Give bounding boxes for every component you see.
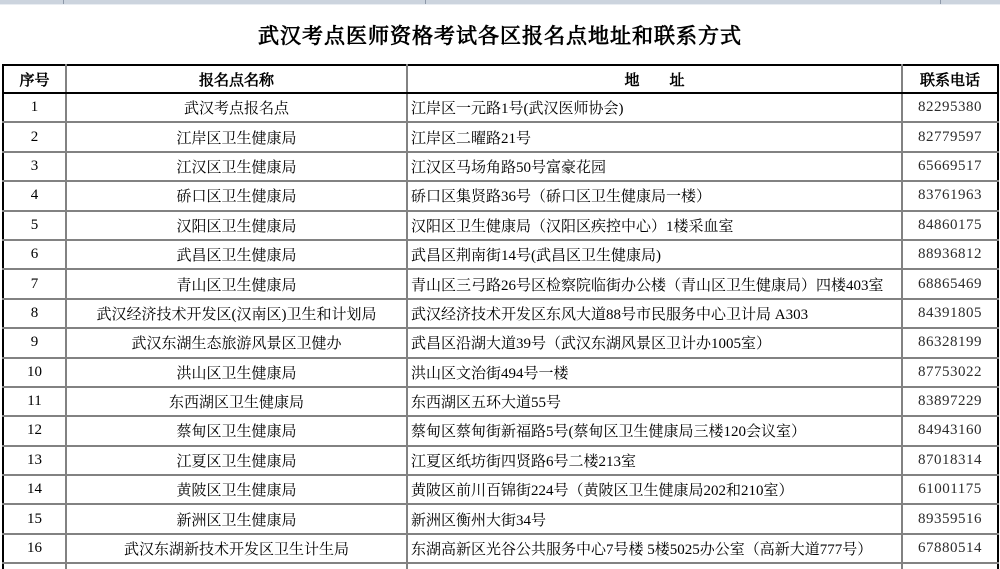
site-address: 汉阳区卫生健康局（汉阳区疾控中心）1楼采血室 <box>407 211 902 240</box>
table-row <box>3 211 998 240</box>
table-row <box>3 181 998 210</box>
row-number: 2 <box>3 122 66 151</box>
table-row <box>3 269 998 298</box>
site-phone: 82295380 <box>902 93 998 122</box>
site-phone: 84391805 <box>902 299 998 328</box>
row-number: 14 <box>3 475 66 504</box>
site-phone: 84860175 <box>902 211 998 240</box>
row-number: 3 <box>3 152 66 181</box>
row-number: 16 <box>3 534 66 563</box>
site-phone: 83897229 <box>902 387 998 416</box>
row-number: 9 <box>3 328 66 357</box>
site-phone: 88936812 <box>902 240 998 269</box>
site-name: 武汉经济技术开发区(汉南区)卫生和计划局 <box>66 299 407 328</box>
site-address: 武昌区沿湖大道39号（武汉东湖风景区卫计办1005室） <box>407 328 902 357</box>
site-name: 蔡甸区卫生健康局 <box>66 416 407 445</box>
site-phone: 87018314 <box>902 446 998 475</box>
table-row <box>3 122 998 151</box>
site-phone: 68865469 <box>902 269 998 298</box>
site-name: 江夏区卫生健康局 <box>66 446 407 475</box>
table-footer-filler <box>3 563 998 569</box>
col-header-address: 地 址 <box>407 65 902 93</box>
empty-cell <box>66 563 407 569</box>
table-row <box>3 416 998 445</box>
row-number: 4 <box>3 181 66 210</box>
site-phone: 67880514 <box>902 534 998 563</box>
row-number: 13 <box>3 446 66 475</box>
site-name: 洪山区卫生健康局 <box>66 358 407 387</box>
site-address: 江岸区二曜路21号 <box>407 122 902 151</box>
col-header-phone: 联系电话 <box>902 65 998 93</box>
site-name: 武昌区卫生健康局 <box>66 240 407 269</box>
row-number: 5 <box>3 211 66 240</box>
site-name: 东西湖区卫生健康局 <box>66 387 407 416</box>
grid-tick <box>940 0 941 4</box>
empty-cell <box>407 563 902 569</box>
site-phone: 65669517 <box>902 152 998 181</box>
site-name: 硚口区卫生健康局 <box>66 181 407 210</box>
table-row <box>3 152 998 181</box>
site-address: 青山区三弓路26号区检察院临街办公楼（青山区卫生健康局）四楼403室 <box>407 269 902 298</box>
site-phone: 84943160 <box>902 416 998 445</box>
grid-tick <box>63 0 64 4</box>
empty-cell <box>902 563 998 569</box>
site-phone: 83761963 <box>902 181 998 210</box>
table-row <box>3 475 998 504</box>
row-number: 15 <box>3 504 66 533</box>
table-header <box>3 65 998 93</box>
table-row <box>3 446 998 475</box>
site-address: 江汉区马场角路50号富豪花园 <box>407 152 902 181</box>
site-address: 江夏区纸坊街四贤路6号二楼213室 <box>407 446 902 475</box>
row-number: 1 <box>3 93 66 122</box>
row-number: 6 <box>3 240 66 269</box>
table-row <box>3 387 998 416</box>
site-name: 武汉考点报名点 <box>66 93 407 122</box>
table-row <box>3 93 998 122</box>
site-address: 洪山区文治街494号一楼 <box>407 358 902 387</box>
table-row <box>3 534 998 563</box>
clipped-empty-row <box>3 563 998 569</box>
row-number: 7 <box>3 269 66 298</box>
site-name: 汉阳区卫生健康局 <box>66 211 407 240</box>
site-address: 蔡甸区蔡甸街新福路5号(蔡甸区卫生健康局三楼120会议室） <box>407 416 902 445</box>
table-row <box>3 504 998 533</box>
site-address: 江岸区一元路1号(武汉医师协会) <box>407 93 902 122</box>
site-name: 江岸区卫生健康局 <box>66 122 407 151</box>
site-phone: 87753022 <box>902 358 998 387</box>
table-row <box>3 358 998 387</box>
row-number: 11 <box>3 387 66 416</box>
site-name: 青山区卫生健康局 <box>66 269 407 298</box>
row-number: 8 <box>3 299 66 328</box>
site-address: 东西湖区五环大道55号 <box>407 387 902 416</box>
site-address: 武汉经济技术开发区东风大道88号市民服务中心卫计局 A303 <box>407 299 902 328</box>
site-name: 武汉东湖生态旅游风景区卫健办 <box>66 328 407 357</box>
grid-tick <box>425 0 426 4</box>
row-number: 10 <box>3 358 66 387</box>
site-name: 武汉东湖新技术开发区卫生计生局 <box>66 534 407 563</box>
table-row <box>3 240 998 269</box>
site-address: 新洲区衡州大街34号 <box>407 504 902 533</box>
site-address: 黄陂区前川百锦街224号（黄陂区卫生健康局202和210室） <box>407 475 902 504</box>
site-phone: 86328199 <box>902 328 998 357</box>
table-body <box>3 93 998 563</box>
site-address: 东湖高新区光谷公共服务中心7号楼 5楼5025办公室（高新大道777号） <box>407 534 902 563</box>
site-address: 武昌区荆南街14号(武昌区卫生健康局) <box>407 240 902 269</box>
site-name: 黄陂区卫生健康局 <box>66 475 407 504</box>
page-title: 武汉考点医师资格考试各区报名点地址和联系方式 <box>258 23 742 48</box>
site-name: 新洲区卫生健康局 <box>66 504 407 533</box>
spreadsheet-top-strip <box>0 0 1000 5</box>
site-phone: 82779597 <box>902 122 998 151</box>
table-row <box>3 299 998 328</box>
site-address: 硚口区集贤路36号（硚口区卫生健康局一楼） <box>407 181 902 210</box>
row-number: 12 <box>3 416 66 445</box>
col-header-name: 报名点名称 <box>66 65 407 93</box>
header-row <box>3 65 998 93</box>
empty-cell <box>3 563 66 569</box>
site-phone: 89359516 <box>902 504 998 533</box>
site-phone: 61001175 <box>902 475 998 504</box>
site-name: 江汉区卫生健康局 <box>66 152 407 181</box>
col-header-index: 序号 <box>3 65 66 93</box>
table-row <box>3 328 998 357</box>
registration-table <box>2 64 999 569</box>
